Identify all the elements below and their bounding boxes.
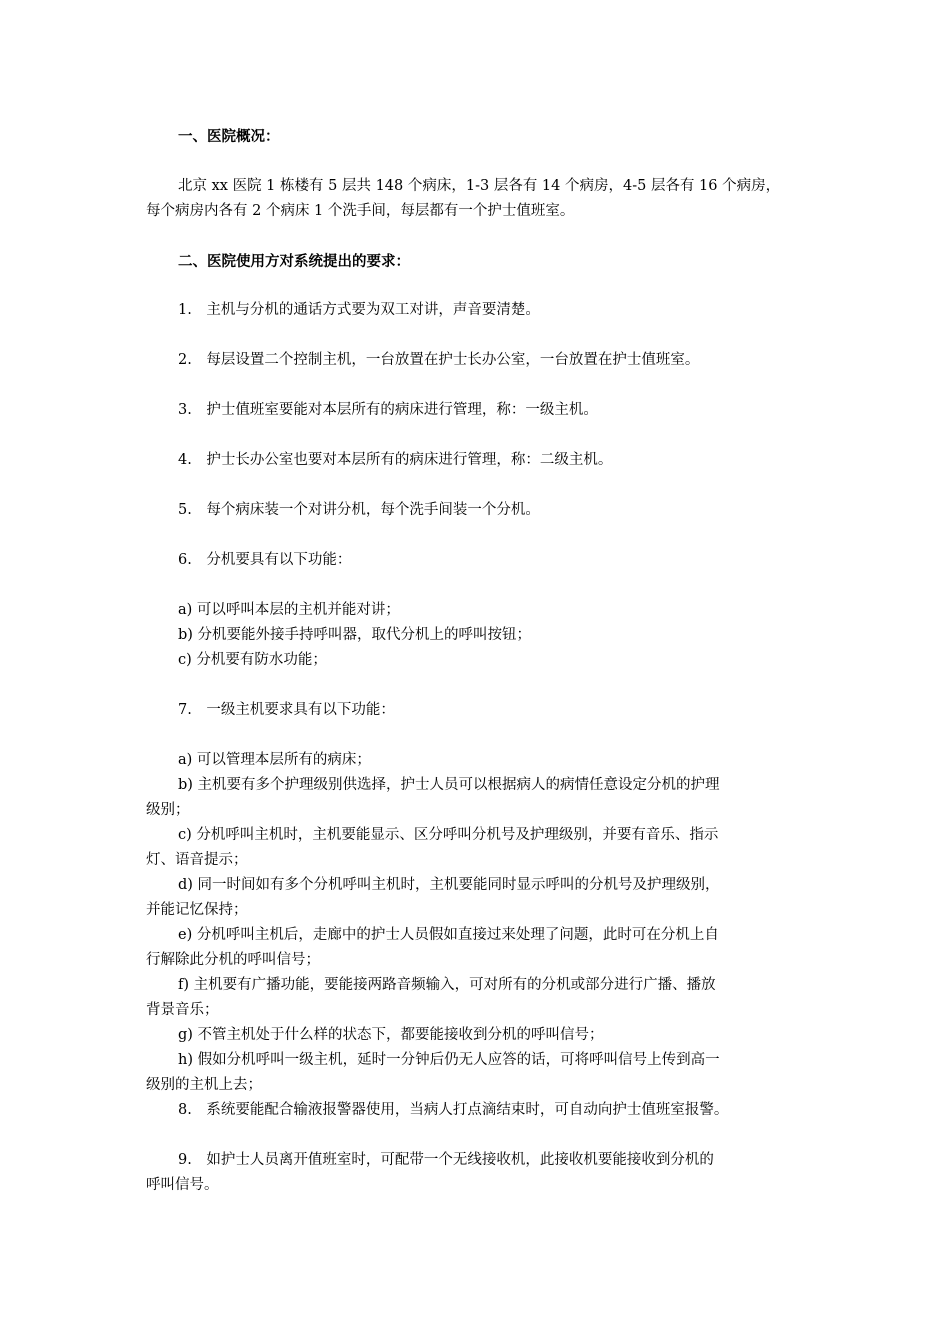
- item7-sub-d-line1: d) 同一时间如有多个分机呼叫主机时，主机要能同时显示呼叫的分机号及护理级别，: [178, 877, 720, 893]
- requirement-item-5: 5. 每个病床装一个对讲分机，每个洗手间装一个分机。: [178, 502, 540, 518]
- section1-paragraph-line2: 每个病房内各有 2 个病床 1 个洗手间，每层都有一个护士值班室。: [146, 203, 575, 219]
- item7-sub-h-line2: 级别的主机上去；: [146, 1077, 262, 1093]
- requirement-item-9-line1: 9. 如护士人员离开值班室时，可配带一个无线接收机，此接收机要能接收到分机的: [178, 1152, 714, 1168]
- requirement-item-4: 4. 护士长办公室也要对本层所有的病床进行管理，称：二级主机。: [178, 452, 613, 468]
- requirement-item-9-line2: 呼叫信号。: [146, 1177, 219, 1193]
- item7-sub-b-line1: b) 主机要有多个护理级别供选择，护士人员可以根据病人的病情任意设定分机的护理: [178, 777, 720, 793]
- item7-sub-a: a) 可以管理本层所有的病床；: [178, 752, 371, 768]
- requirement-item-7: 7. 一级主机要求具有以下功能：: [178, 702, 395, 718]
- item6-sub-b: b) 分机要能外接手持呼叫器，取代分机上的呼叫按钮；: [178, 627, 532, 643]
- item7-sub-f-line2: 背景音乐；: [146, 1002, 219, 1018]
- requirement-item-2: 2. 每层设置二个控制主机，一台放置在护士长办公室，一台放置在护士值班室。: [178, 352, 700, 368]
- requirement-item-3: 3. 护士值班室要能对本层所有的病床进行管理，称：一级主机。: [178, 402, 598, 418]
- item7-sub-d-line2: 并能记忆保持；: [146, 902, 248, 918]
- item6-sub-c: c) 分机要有防水功能；: [178, 652, 327, 668]
- section1-paragraph-line1: 北京 xx 医院 1 栋楼有 5 层共 148 个病床，1-3 层各有 14 个病房，4-5 层各有 16 个病房，: [178, 178, 781, 194]
- item7-sub-f-line1: f) 主机要有广播功能，要能接两路音频输入，可对所有的分机或部分进行广播、播放: [178, 977, 716, 993]
- item6-sub-a: a) 可以呼叫本层的主机并能对讲；: [178, 602, 400, 618]
- requirement-item-8: 8. 系统要能配合输液报警器使用，当病人打点滴结束时，可自动向护士值班室报警。: [178, 1102, 729, 1118]
- section2-heading: 二、医院使用方对系统提出的要求：: [178, 253, 410, 270]
- requirement-item-6: 6. 分机要具有以下功能：: [178, 552, 352, 568]
- item7-sub-h-line1: h) 假如分机呼叫一级主机，延时一分钟后仍无人应答的话，可将呼叫信号上传到高一: [178, 1052, 720, 1068]
- requirement-item-1: 1. 主机与分机的通话方式要为双工对讲，声音要清楚。: [178, 302, 540, 318]
- item7-sub-c-line2: 灯、语音提示；: [146, 852, 248, 868]
- item7-sub-e-line2: 行解除此分机的呼叫信号；: [146, 952, 320, 968]
- item7-sub-c-line1: c) 分机呼叫主机时，主机要能显示、区分呼叫分机号及护理级别，并要有音乐、指示: [178, 827, 719, 843]
- item7-sub-b-line2: 级别；: [146, 802, 190, 818]
- section1-heading: 一、医院概况：: [178, 128, 280, 145]
- item7-sub-e-line1: e) 分机呼叫主机后，走廊中的护士人员假如直接过来处理了问题，此时可在分机上自: [178, 927, 719, 943]
- item7-sub-g: g) 不管主机处于什么样的状态下，都要能接收到分机的呼叫信号；: [178, 1027, 604, 1043]
